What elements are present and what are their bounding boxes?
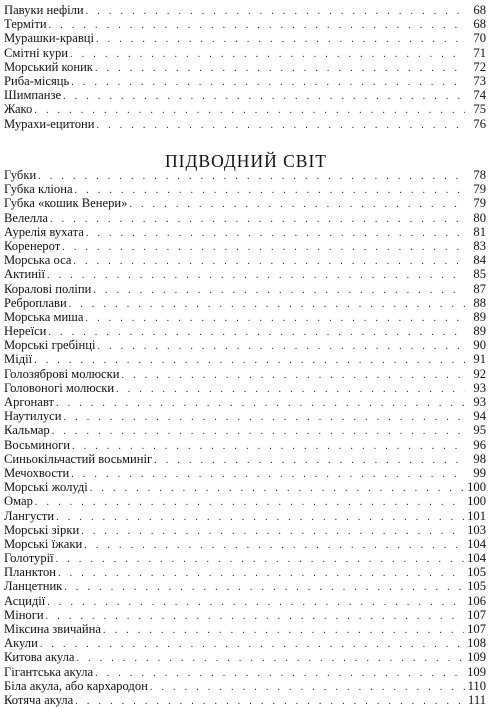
toc-entry (4, 17, 486, 31)
dot-leader (35, 496, 464, 510)
dot-leader (103, 624, 464, 638)
toc-entry-title: Біла акула, або кархародон (4, 678, 148, 693)
toc-entry-title: Жако (4, 102, 33, 117)
toc-entry (4, 367, 486, 381)
dot-leader (116, 383, 465, 397)
toc-entry (4, 381, 486, 395)
toc-entry-title: Морські гребінці (4, 338, 96, 353)
dot-leader (73, 255, 465, 269)
dot-leader (52, 425, 465, 439)
dot-leader (96, 33, 465, 47)
toc-entry-page: 81 (473, 224, 486, 239)
toc-entry-title: Аргонавт (4, 395, 55, 409)
toc-entry-page: 105 (467, 565, 486, 580)
toc-entry-page: 101 (467, 508, 486, 523)
toc-entry-title: Шимпанзе (4, 88, 62, 103)
dot-leader (85, 312, 465, 326)
dot-leader (70, 48, 465, 62)
toc-entry-title: Китова акула (4, 650, 75, 665)
toc-entry (4, 636, 486, 650)
toc-entry (4, 509, 486, 523)
toc-entry (4, 239, 486, 253)
toc-entry-page: 71 (473, 45, 486, 60)
toc-entry-page: 92 (473, 366, 486, 381)
toc-entry-page: 84 (473, 253, 486, 268)
toc-entry (4, 679, 486, 693)
dot-leader (84, 539, 464, 553)
toc-entry-page: 68 (473, 3, 486, 17)
dot-leader (64, 581, 464, 595)
dot-leader (122, 369, 466, 383)
toc-entry (4, 338, 486, 352)
dot-leader (40, 638, 464, 652)
toc-entry-page: 70 (473, 31, 486, 46)
toc-entry-title: Морські їжаки (4, 536, 83, 551)
toc-entry-title: Губка кліона (4, 182, 73, 197)
toc-entry (4, 395, 486, 409)
toc-entry-page: 75 (473, 102, 486, 117)
toc-entry-title: Павуки нефіли (4, 3, 84, 17)
dot-leader (76, 652, 464, 666)
toc-entry-page: 96 (473, 437, 486, 452)
toc-entry-title: Актинії (4, 267, 46, 282)
toc-entry-title: Лангусти (4, 508, 55, 523)
toc-entry-page: 68 (473, 17, 486, 32)
toc-entry-page: 111 (468, 692, 486, 707)
toc-entry (4, 282, 486, 296)
toc-entry-page: 104 (467, 536, 486, 551)
toc-entry (4, 423, 486, 437)
dot-leader (47, 269, 465, 283)
toc-entry-title: Котяча акула (4, 692, 74, 707)
section-heading: ПІДВОДНИЙ СВІТ (165, 151, 327, 171)
toc-entry-title: Мурашки-кравці (4, 31, 95, 46)
toc-entry-title: Коренерот (4, 238, 61, 253)
toc-entry (4, 46, 486, 60)
dot-leader (71, 76, 465, 90)
toc-entry-page: 104 (467, 551, 486, 566)
dot-leader (95, 667, 464, 681)
toc-list-top (4, 3, 486, 131)
toc-entry-title: Голотурії (4, 551, 54, 566)
dot-leader (86, 5, 465, 19)
toc-entry-page: 89 (473, 309, 486, 324)
toc-entry-title: Морська оса (4, 253, 72, 268)
toc-entry-title: Наутилуси (4, 409, 62, 424)
toc-entry (4, 438, 486, 452)
dot-leader (90, 482, 464, 496)
dot-leader (86, 227, 465, 241)
toc-entry-page: 107 (467, 607, 486, 622)
toc-entry (4, 579, 486, 593)
toc-entry (4, 31, 486, 45)
toc-entry-title: Омар (4, 494, 33, 509)
toc-entry-page: 98 (473, 451, 486, 466)
toc-entry-title: Кальмар (4, 423, 50, 438)
toc-entry-title: Мечохвости (4, 465, 70, 480)
dot-leader (56, 511, 464, 525)
toc-entry (4, 196, 486, 210)
toc-entry (4, 267, 486, 281)
toc-entry-page: 94 (473, 409, 486, 424)
toc-entry (4, 310, 486, 324)
toc-entry (4, 324, 486, 338)
toc-entry-title: Мідії (4, 352, 33, 367)
dot-leader (71, 468, 465, 482)
toc-entry (4, 225, 486, 239)
toc-entry-page: 103 (467, 522, 486, 537)
toc-entry-title: Ланцетник (4, 579, 63, 594)
toc-entry-page: 74 (473, 88, 486, 103)
dot-leader (47, 596, 464, 610)
toc-entry-page: 106 (467, 593, 486, 608)
toc-entry-title: Синьокільчастий восьминіг (4, 451, 153, 466)
toc-entry (4, 523, 486, 537)
dot-leader (56, 397, 465, 411)
toc-entry (4, 168, 486, 182)
toc-entry-title: Гігантська акула (4, 664, 94, 679)
toc-entry-title: Нереїси (4, 324, 47, 339)
dot-leader (63, 90, 465, 104)
dot-leader (38, 170, 465, 184)
toc-entry-page: 108 (467, 636, 486, 651)
toc-entry (4, 352, 486, 366)
toc-entry (4, 182, 486, 196)
dot-leader (46, 610, 464, 624)
dot-leader (75, 695, 465, 709)
toc-entry (4, 117, 486, 131)
toc-entry-title: Міноги (4, 607, 44, 622)
toc-entry (4, 211, 486, 225)
toc-entry-title: Асцидії (4, 593, 46, 608)
toc-entry-title: Реброплави (4, 295, 67, 310)
toc-entry-title: Акули (4, 636, 38, 651)
toc-entry (4, 60, 486, 74)
toc-entry-title: Мурахи-ецитони (4, 116, 95, 131)
toc-entry (4, 102, 486, 116)
toc-entry-page: 78 (473, 168, 486, 182)
toc-entry (4, 665, 486, 679)
toc-entry-title: Морські зірки (4, 522, 80, 537)
toc-entry (4, 466, 486, 480)
dot-leader (62, 241, 465, 255)
toc-entry-page: 72 (473, 59, 486, 74)
dot-leader (96, 119, 465, 133)
dot-leader (95, 62, 465, 76)
dot-leader (93, 284, 465, 298)
toc-entry-page: 79 (473, 182, 486, 197)
toc-entry (4, 452, 486, 466)
toc-entry-title: Восьминоги (4, 437, 70, 452)
toc-entry (4, 622, 486, 636)
toc-entry (4, 409, 486, 423)
dot-leader (48, 326, 465, 340)
toc-entry-page: 109 (467, 650, 486, 665)
toc-entry-page: 76 (473, 116, 486, 131)
toc-entry-title: Коралові поліпи (4, 281, 92, 296)
toc-entry-page: 109 (467, 664, 486, 679)
dot-leader (154, 454, 465, 468)
toc-entry (4, 608, 486, 622)
toc-entry (4, 3, 486, 17)
toc-entry-title: Планктон (4, 565, 57, 580)
toc-entry (4, 480, 486, 494)
toc-entry-title: Велелла (4, 210, 49, 225)
toc-entry-title: Міксина звичайна (4, 622, 101, 636)
toc-entry (4, 594, 486, 608)
dot-leader (34, 104, 465, 118)
dot-leader (69, 298, 465, 312)
dot-leader (64, 411, 466, 425)
toc-entry-title: Смітні кури (4, 45, 69, 60)
toc-entry (4, 693, 486, 707)
toc-entry-title: Морський коник (4, 59, 93, 74)
toc-entry (4, 88, 486, 102)
toc-entry-page: 89 (473, 324, 486, 339)
toc-entry-page: 91 (473, 352, 486, 367)
toc-entry-page: 83 (473, 238, 486, 253)
toc-entry-title: Терміти (4, 17, 47, 32)
toc-entry-title: Морська миша (4, 309, 84, 324)
dot-leader (81, 525, 464, 539)
toc-entry (4, 494, 486, 508)
dot-leader (150, 681, 465, 695)
toc-entry-page: 87 (473, 281, 486, 296)
toc-entry-page: 85 (473, 267, 486, 282)
dot-leader (129, 198, 465, 212)
dot-leader (75, 184, 465, 198)
toc-entry (4, 537, 486, 551)
toc-entry (4, 253, 486, 267)
toc-entry-page: 93 (473, 395, 486, 409)
toc-entry-page: 99 (473, 465, 486, 480)
toc-entry-title: Аурелія вухата (4, 224, 84, 239)
dot-leader (50, 213, 465, 227)
toc-entry-title: Морські жолуді (4, 480, 88, 495)
toc-entry-page: 95 (473, 423, 486, 438)
toc-entry-page: 80 (473, 210, 486, 225)
toc-entry (4, 551, 486, 565)
toc-entry (4, 74, 486, 88)
toc-entry-page: 100 (467, 494, 486, 509)
toc-entry-page: 90 (473, 338, 486, 353)
dot-leader (98, 340, 465, 354)
toc-entry-title: Губки (4, 168, 37, 182)
dot-leader (56, 553, 464, 567)
toc-entry-title: Головоногі молюски (4, 380, 115, 395)
toc-entry-page: 93 (473, 380, 486, 395)
toc-entry-page: 73 (473, 73, 486, 88)
toc-entry (4, 565, 486, 579)
toc-entry-page: 105 (467, 579, 486, 594)
toc-entry-page: 88 (473, 295, 486, 310)
toc-entry-page: 100 (467, 480, 486, 495)
dot-leader (58, 567, 464, 581)
dot-leader (49, 19, 465, 33)
toc-entry (4, 296, 486, 310)
toc-entry-page: 79 (473, 196, 486, 211)
toc-entry-title: Губка «кошик Венери» (4, 196, 128, 211)
toc-entry-page: 107 (467, 622, 486, 636)
toc-entry-page: 110 (467, 678, 486, 693)
toc-entry (4, 650, 486, 664)
toc-list-bottom (4, 168, 486, 707)
toc-entry-title: Голозяброві молюски (4, 366, 120, 381)
toc-entry-title: Риба-місяць (4, 73, 70, 88)
